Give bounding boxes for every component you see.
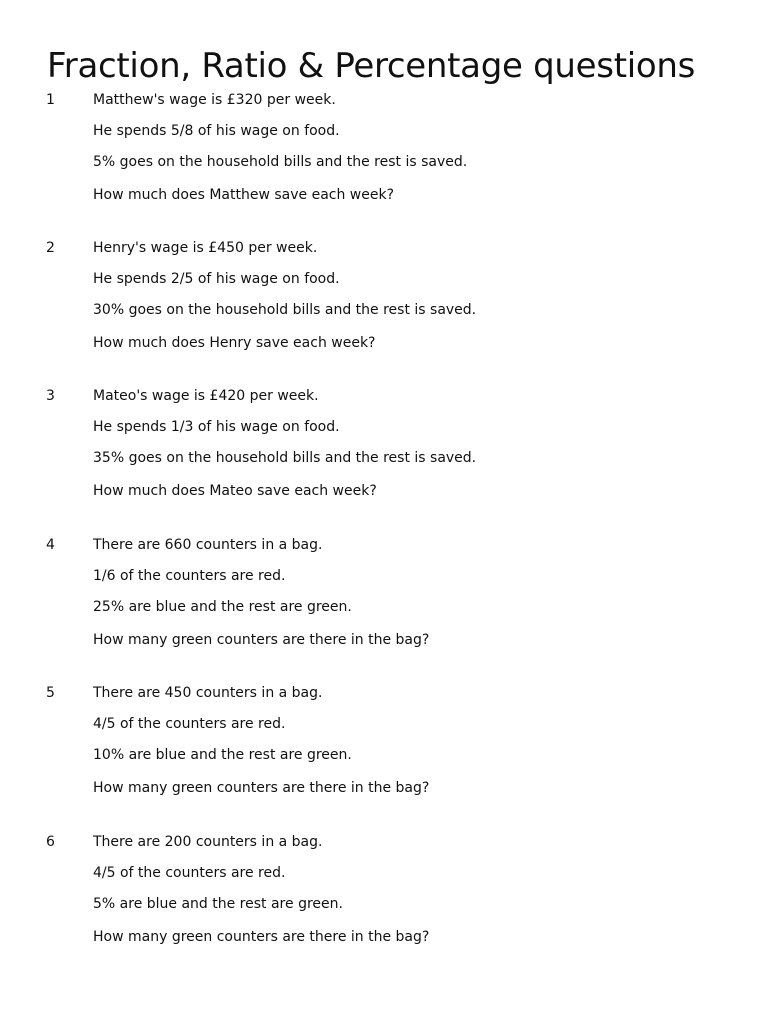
question-number: 4 (46, 537, 55, 553)
question-line: 5% are blue and the rest are green. (93, 896, 343, 912)
question-number: 2 (46, 240, 55, 256)
question-line: There are 450 counters in a bag. (93, 685, 323, 701)
question-number: 1 (46, 92, 55, 108)
question-line: How much does Matthew save each week? (93, 187, 395, 203)
question-number: 6 (46, 834, 55, 850)
question-line: 1/6 of the counters are red. (93, 568, 286, 584)
question-line: How many green counters are there in the bag? (93, 929, 430, 945)
question-line: There are 660 counters in a bag. (93, 537, 323, 553)
page-title: Fraction, Ratio & Percentage questions (47, 46, 696, 86)
question-number: 5 (46, 685, 55, 701)
question-line: 30% goes on the household bills and the rest is saved. (93, 302, 477, 318)
question-line: Mateo's wage is £420 per week. (93, 388, 319, 404)
question-3 (0, 386, 768, 516)
question-line: He spends 5/8 of his wage on food. (93, 123, 340, 139)
question-line: He spends 2/5 of his wage on food. (93, 271, 340, 287)
question-line: He spends 1/3 of his wage on food. (93, 419, 340, 435)
question-6 (0, 832, 768, 962)
question-line: 10% are blue and the rest are green. (93, 747, 352, 763)
question-line: There are 200 counters in a bag. (93, 834, 323, 850)
question-1 (0, 90, 768, 220)
question-number: 3 (46, 388, 55, 404)
question-line: How much does Mateo save each week? (93, 483, 377, 499)
question-line: 25% are blue and the rest are green. (93, 599, 352, 615)
question-2 (0, 238, 768, 368)
question-line: Henry's wage is £450 per week. (93, 240, 318, 256)
question-line: How many green counters are there in the bag? (93, 632, 430, 648)
question-line: 5% goes on the household bills and the rest is saved. (93, 154, 468, 170)
question-line: How many green counters are there in the bag? (93, 780, 430, 796)
question-line: 35% goes on the household bills and the rest is saved. (93, 450, 477, 466)
question-line: 4/5 of the counters are red. (93, 716, 286, 732)
question-line: Matthew's wage is £320 per week. (93, 92, 336, 108)
question-line: How much does Henry save each week? (93, 335, 376, 351)
question-4 (0, 535, 768, 665)
question-5 (0, 683, 768, 813)
question-line: 4/5 of the counters are red. (93, 865, 286, 881)
